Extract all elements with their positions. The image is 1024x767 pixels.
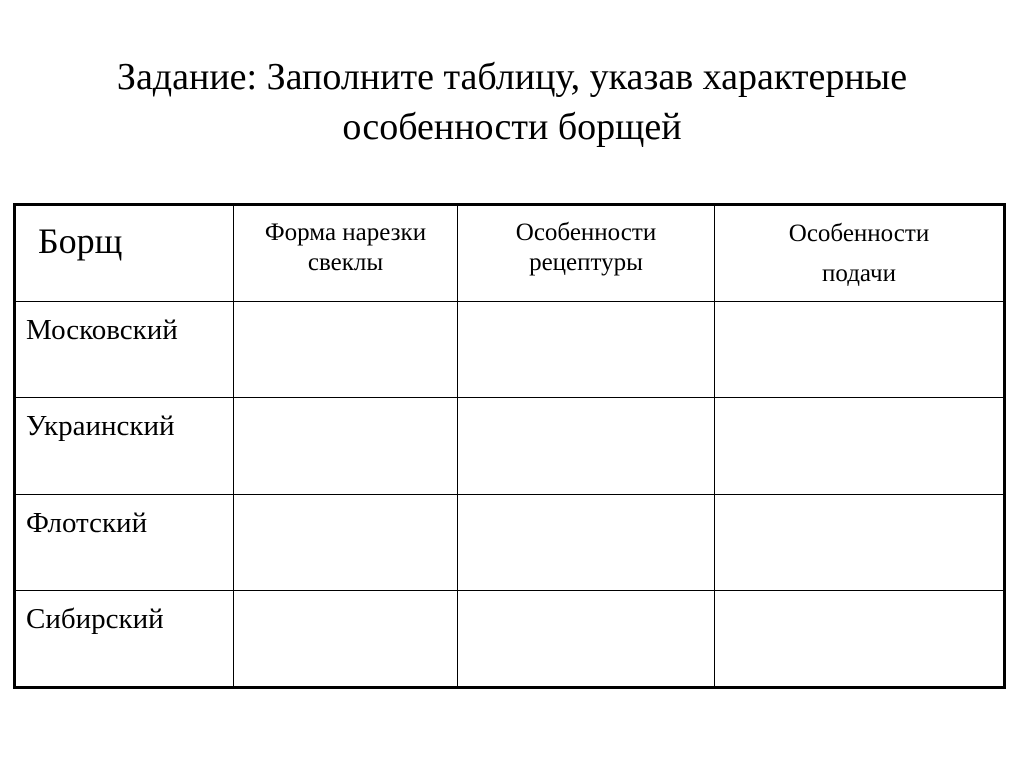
row-label-siberian: Сибирский [15,591,234,688]
title-line-1: Задание: Заполните таблицу, указав характерные [116,56,908,98]
cell-navy-recipe[interactable] [458,494,715,591]
cell-ukrainian-serving[interactable] [715,398,1005,495]
cell-siberian-cut[interactable] [234,591,458,688]
header-cut-shape [234,205,458,302]
borscht-table [13,203,1006,689]
cell-moscow-recipe[interactable] [458,301,715,398]
header-borscht [15,205,234,302]
table-row [15,591,1005,688]
cell-siberian-recipe[interactable] [458,591,715,688]
header-recipe-features [458,205,715,302]
cell-ukrainian-recipe[interactable] [458,398,715,495]
header-cut-shape-line1: Форма нарезки [264,219,427,246]
cell-navy-cut[interactable] [234,494,458,591]
header-recipe-features-line1: Особенности [515,219,657,246]
header-cut-shape-line2: свеклы [307,249,384,276]
row-label-navy: Флотский [15,494,234,591]
cell-siberian-serving[interactable] [715,591,1005,688]
table-row [15,301,1005,398]
table-header-row [15,205,1005,302]
table-row [15,494,1005,591]
header-serving-features-line2: подачи [822,260,896,287]
row-label-moscow: Московский [15,301,234,398]
page-title [0,52,1024,152]
header-borscht-label: Борщ [38,221,123,261]
row-label-ukrainian: Украинский [15,398,234,495]
header-recipe-features-line2: рецептуры [529,249,643,276]
cell-ukrainian-cut[interactable] [234,398,458,495]
title-line-2: особенности борщей [342,106,682,148]
header-serving-features-line1: Особенности [788,220,930,247]
cell-navy-serving[interactable] [715,494,1005,591]
cell-moscow-cut[interactable] [234,301,458,398]
cell-moscow-serving[interactable] [715,301,1005,398]
header-serving-features [715,205,1005,302]
table-row [15,398,1005,495]
